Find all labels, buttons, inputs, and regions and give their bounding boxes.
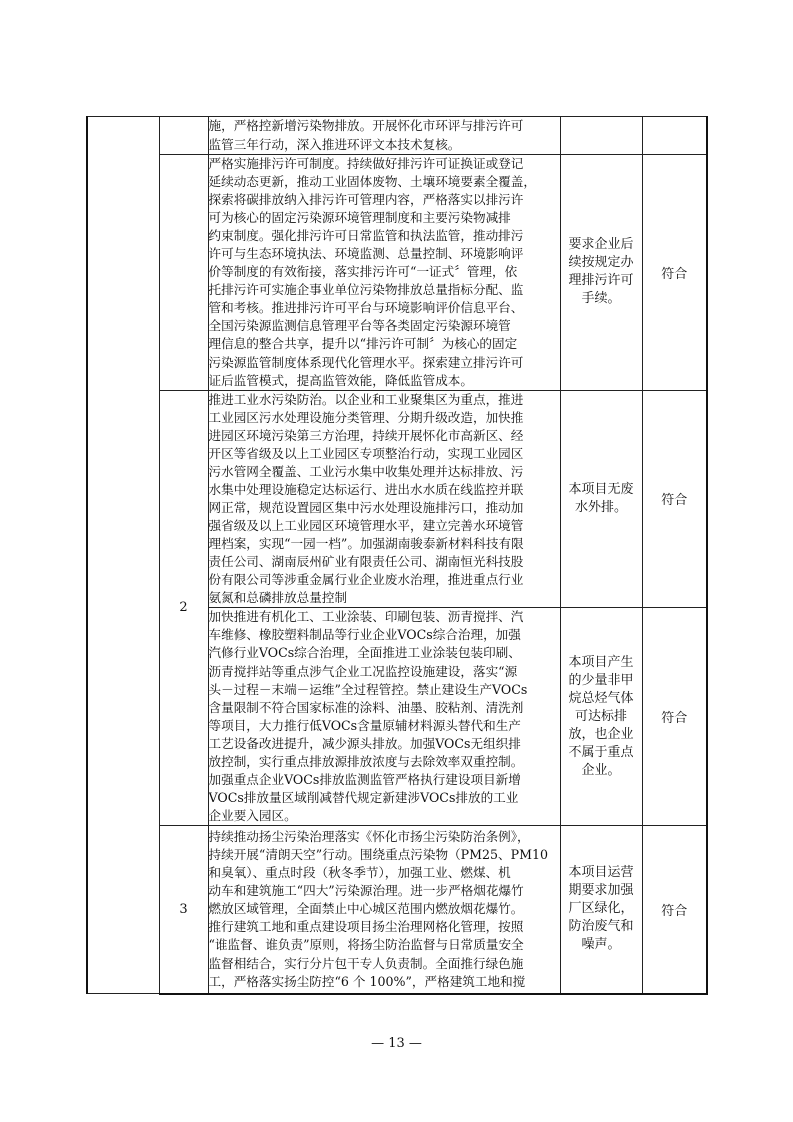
requirement-line: 可为核心的固定污染源环境管理制度和主要污染物减排	[208, 210, 511, 226]
requirement-line: 严格实施排污许可制度。持续做好排污许可证换证或登记	[208, 156, 524, 171]
requirement-line: 工，严格落实扬尘防控“6 个 100%”，严格建筑工地和搅	[208, 973, 526, 989]
requirement-line: 证后监管模式，提高监管效能，降低监管成本。	[208, 372, 473, 388]
requirement-line: 水集中处理设施稳定达标运行、进出水水质在线监控并联	[208, 481, 524, 497]
requirement-line: 放控制，实行重点排放源排放浓度与去除效率双重控制。	[208, 753, 524, 769]
project-status-line: 手续。	[581, 291, 621, 307]
requirement-line: 燃放区域管理，全面禁止中心城区范围内燃放烟花爆竹。	[208, 901, 524, 917]
project-status-line: 放，也企业	[568, 726, 634, 742]
project-status-cell	[560, 826, 642, 994]
requirement-line: VOCs排放量区域削减替代规定新建涉VOCs排放的工业	[208, 789, 519, 805]
requirement-line: 监管三年行动，深入推进环评文本技术复核。	[208, 136, 461, 152]
table-row	[87, 826, 707, 994]
requirement-line: 份有限公司等涉重金属行业企业废水治理，推进重点行业	[208, 572, 524, 588]
requirement-line: 持续开展“清朗天空”行动。围绕重点污染物（PM25、PM10	[208, 847, 549, 863]
requirement-cell	[208, 608, 560, 826]
project-status-line: 本项目无废	[568, 481, 634, 497]
project-status-line: 续按规定办	[568, 255, 634, 271]
item-number-cell: 2	[159, 390, 208, 826]
requirement-line: 企业要入园区。	[208, 807, 297, 823]
requirement-line: 推进工业水污染防治。以企业和工业聚集区为重点，推进	[208, 391, 524, 407]
project-status-cell	[560, 608, 642, 826]
item-number-cell	[159, 117, 208, 155]
requirement-line: 持续推动扬尘污染治理落实《怀化市扬尘污染防治条例》，	[208, 829, 530, 845]
item-number-cell	[159, 155, 208, 391]
requirement-line: 管和考核。推进排污许可平台与环境影响评价信息平台、	[208, 300, 524, 316]
requirement-line: 加强重点企业VOCs排放监测监管严格执行建设项目新增	[208, 771, 521, 787]
table-row	[87, 390, 707, 608]
requirement-line: 开区等省级及以上工业园区专项整治行动，实现工业园区	[208, 445, 524, 461]
requirement-line: 责任公司、湖南辰州矿业有限责任公司、湖南恒光科技股	[208, 554, 524, 570]
table-row	[87, 117, 707, 155]
requirement-line: 延续动态更新，推动工业固体废物、土壤环境要素全覆盖，	[208, 174, 536, 190]
requirement-line: 沥青搅拌站等重点涉气企业工况监控设施建设，落实“源	[208, 663, 518, 679]
compliance-table	[86, 116, 708, 995]
requirement-line: 进园区环境污染第三方治理，持续开展怀化市高新区、经	[208, 427, 524, 443]
requirement-cell	[208, 826, 560, 994]
project-status-line: 企业。	[581, 762, 621, 778]
requirement-line: 约束制度。强化排污许可日常监管和执法监管，推动排污	[208, 228, 524, 244]
result-cell: 符合	[642, 826, 707, 994]
requirement-line: 监督相结合，实行分片包干专人负责制。全面推行绿色施	[208, 955, 524, 971]
requirement-line: 头－过程－末端－运维”全过程管控。禁止建设生产VOCs	[208, 681, 528, 697]
project-status-line: 水外排。	[574, 499, 627, 515]
requirement-line: 工业园区污水处理设施分类管理、分期升级改造，加快推	[208, 409, 524, 425]
requirement-line: 车维修、橡胶塑料制品等行业企业VOCs综合治理，加强	[208, 627, 521, 643]
requirement-line: 强省级及以上工业园区环境管理水平，建立完善水环境管	[208, 517, 524, 533]
project-status-line: 烷总烃气体	[568, 690, 634, 706]
result-cell: 符合	[642, 608, 707, 826]
requirement-line: 氨氮和总磷排放总量控制	[208, 590, 348, 606]
project-status-line: 本项目产生	[568, 654, 634, 670]
result-cell	[642, 117, 707, 155]
project-status-line: 要求企业后	[568, 237, 634, 253]
requirement-line: 施，严格控新增污染物排放。开展怀化市环评与排污许可	[208, 118, 524, 134]
result-cell: 符合	[642, 390, 707, 608]
requirement-line: 推行建筑工地和重点建设项目扬尘治理网格化管理，按照	[208, 919, 524, 935]
requirement-line: 理信息的整合共享，提升以“排污许可制〞为核心的固定	[208, 336, 518, 352]
requirement-line: 汽修行业VOCs综合治理，全面推进工业涂装包装印刷、	[208, 645, 521, 661]
requirement-line: 理档案，实现“一园一档”。加强湖南骏泰新材料科技有限	[208, 535, 524, 551]
project-status-line: 厂区绿化，	[568, 901, 634, 917]
project-status-cell	[560, 390, 642, 608]
project-status-line: 的少量非甲	[568, 672, 634, 688]
requirement-line: 污水管网全覆盖、工业污水集中收集处理并达标排放、污	[208, 463, 524, 479]
project-status-line: 防治废气和	[568, 919, 634, 935]
project-status-line: 噪声。	[581, 937, 621, 953]
requirement-line: 价等制度的有效衔接，落实排污许可“一证式〞管理，依	[208, 264, 518, 280]
requirement-line: 许可与生态环境执法、环境监测、总量控制、环境影响评	[208, 246, 524, 262]
category-cell	[87, 117, 159, 994]
project-status-line: 不属于重点	[568, 744, 634, 760]
requirement-line: 网正常，规范设置园区集中污水处理设施排污口，推动加	[208, 499, 524, 515]
project-status-line: 本项目运营	[568, 865, 634, 881]
project-status-line: 可达标排	[574, 708, 627, 724]
project-status-cell	[560, 117, 642, 155]
requirement-line: 探索将碳排放纳入排污许可管理内容，严格落实以排污许	[208, 192, 524, 208]
item-number-cell: 3	[159, 826, 208, 994]
requirement-line: “谁监督、谁负责”原则，将扬尘防治监督与日常质量安全	[208, 937, 524, 953]
requirement-line: 托排污许可实施企事业单位污染物排放总量指标分配、监	[208, 282, 524, 298]
page-number: — 13 —	[371, 1036, 422, 1051]
project-status-cell	[560, 155, 642, 391]
requirement-line: 含量限制不符合国家标准的涂料、油墨、胶粘剂、清洗剂	[208, 699, 524, 715]
requirement-line: 和臭氧）、重点时段（秋冬季节），加强工业、燃煤、机	[208, 865, 511, 881]
requirement-line: 污染源监管制度体系现代化管理水平。探索建立排污许可	[208, 354, 524, 370]
result-cell: 符合	[642, 155, 707, 391]
table-row	[87, 155, 707, 391]
requirement-line: 全国污染源监测信息管理平台等各类固定污染源环境管	[208, 318, 511, 334]
requirement-line: 加快推进有机化工、工业涂装、印刷包装、沥青搅拌、汽	[208, 609, 524, 625]
project-status-line: 理排污许可	[568, 273, 634, 289]
requirement-line: 动车和建筑施工“四大”污染源治理。进一步严格烟花爆竹	[208, 883, 524, 899]
requirement-line: 工艺设备改进提升，减少源头排放。加强VOCs无组织排	[208, 735, 521, 751]
requirement-line: 等项目，大力推行低VOCs含量原辅材料源头替代和生产	[208, 717, 521, 733]
project-status-line: 期要求加强	[568, 883, 634, 899]
requirement-cell	[208, 390, 560, 608]
requirement-cell	[208, 117, 560, 155]
requirement-cell	[208, 155, 560, 391]
